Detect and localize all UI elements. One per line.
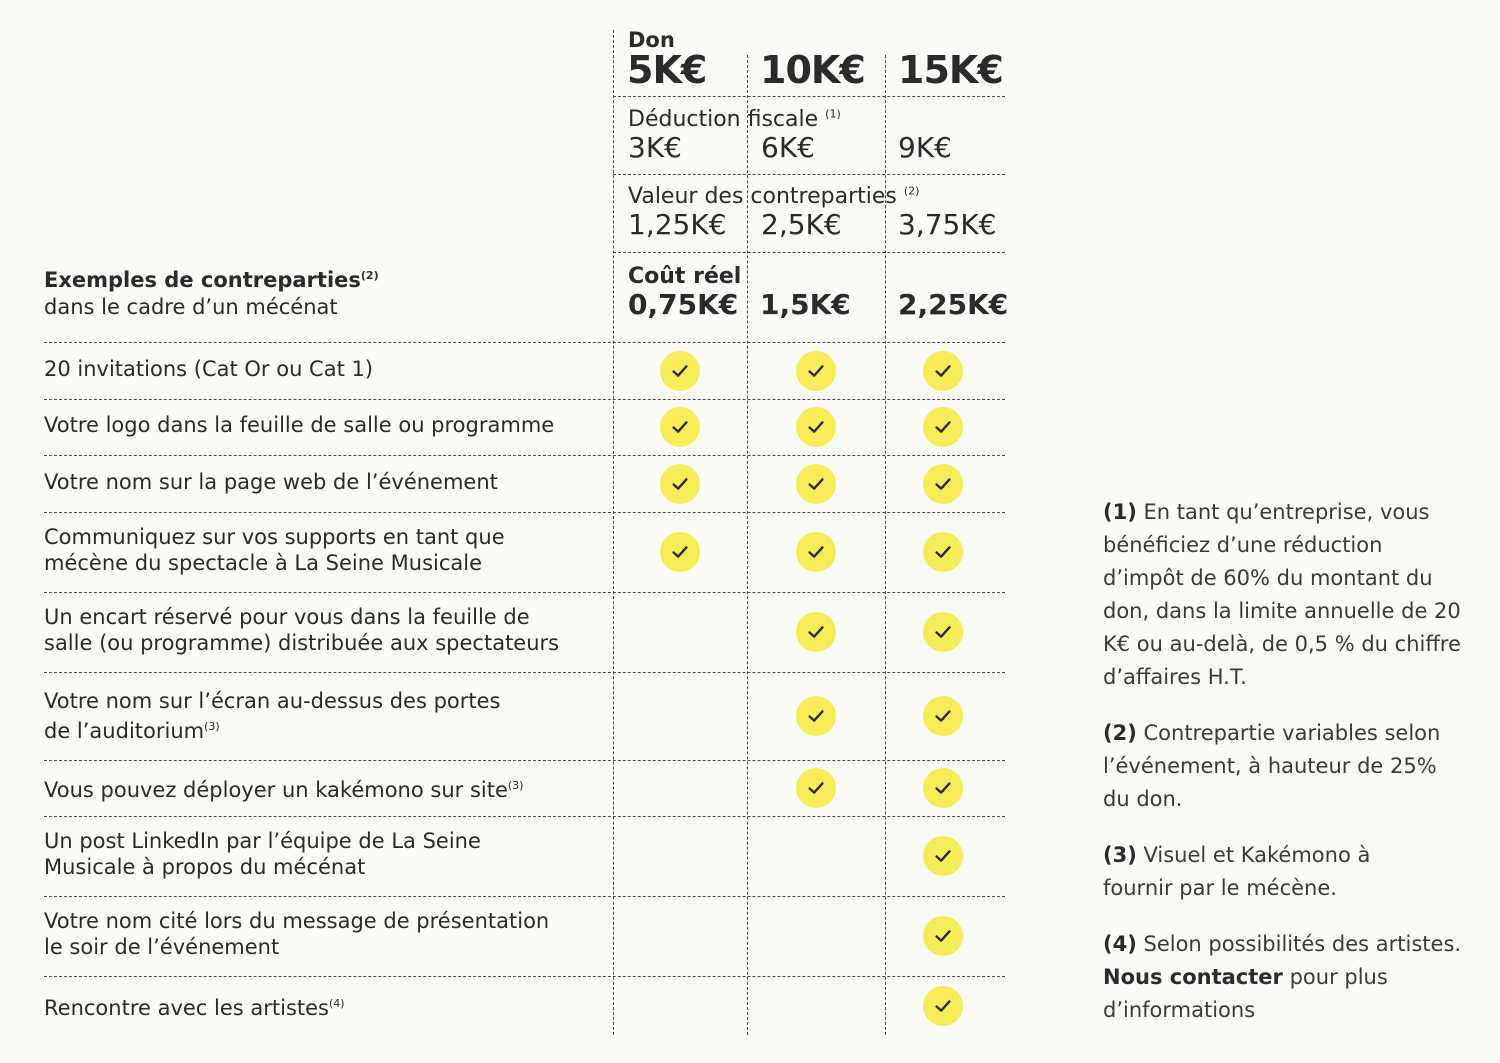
row-separator bbox=[44, 896, 1005, 897]
amount-5k: 5K€ bbox=[627, 48, 707, 92]
footnote-4: (4) Selon possibilités des artistes. Nous contacter pour plus d’informations bbox=[1103, 932, 1462, 1022]
footnote-2: (2) Contrepartie variables selon l’événement, à hauteur de 25% du don. bbox=[1103, 721, 1441, 811]
deduction-value: 6K€ bbox=[761, 131, 815, 164]
check-icon bbox=[796, 612, 836, 652]
row-label-wrap bbox=[44, 714, 500, 744]
check-icon bbox=[923, 836, 963, 876]
header-separator bbox=[613, 174, 1005, 175]
amount-15k: 15K€ bbox=[898, 48, 1003, 92]
row-label bbox=[44, 412, 554, 438]
row-label-line: Un encart réservé pour vous dans la feuille de bbox=[44, 605, 530, 629]
row-label-line: Rencontre avec les artistes bbox=[44, 995, 329, 1020]
row-label bbox=[44, 773, 523, 803]
row-label bbox=[44, 524, 505, 576]
row-label bbox=[44, 469, 498, 495]
check-icon bbox=[923, 612, 963, 652]
row-label-line: Votre nom sur la page web de l’événement bbox=[44, 469, 498, 494]
check-icon bbox=[923, 464, 963, 504]
row-label-line: Musicale à propos du mécénat bbox=[44, 855, 366, 879]
valeur-value: 3,75K€ bbox=[898, 208, 997, 241]
row-label-wrap bbox=[44, 991, 345, 1021]
deduction-value: 9K€ bbox=[898, 131, 952, 164]
check-icon bbox=[796, 768, 836, 808]
row-label-line: Un post LinkedIn par l’équipe de La Seine bbox=[44, 829, 481, 853]
header-separator bbox=[613, 96, 1005, 97]
valeur-label: Valeur des contreparties $^{(2)}$ bbox=[628, 184, 920, 209]
don-label: Don bbox=[628, 28, 675, 52]
row-label-line: Votre logo dans la feuille de salle ou programme bbox=[44, 413, 555, 437]
cout-label: Coût réel bbox=[628, 264, 742, 289]
row-label-line: Votre nom cité lors du message de présentation bbox=[44, 909, 550, 933]
valeur-value: 2,5K€ bbox=[761, 208, 842, 241]
row-separator bbox=[44, 760, 1005, 761]
footnote-1: (1) En tant qu’entreprise, vous bénéficiez d’une réduction d’impôt de 60% du montant du don, dans la limite annuelle de 20 K€ ou au-delà, de 0,5 % du chiffre d’affaires H.T. bbox=[1103, 500, 1461, 689]
row-label-line: mécène du spectacle à La Seine Musicale bbox=[44, 551, 483, 575]
examples-subtitle: dans le cadre d’un mécénat bbox=[44, 295, 338, 319]
deduction-value: 3K€ bbox=[628, 131, 682, 164]
row-label-line: Votre nom sur l’écran au-dessus des portes bbox=[44, 689, 501, 713]
row-label-line: de l’auditorium bbox=[44, 719, 205, 743]
footnote-ref: (4) bbox=[329, 996, 345, 1010]
row-label bbox=[44, 356, 373, 382]
row-separator bbox=[44, 512, 1005, 513]
check-icon bbox=[923, 696, 963, 736]
valeur-value: 1,25K€ bbox=[628, 208, 727, 241]
check-icon bbox=[796, 351, 836, 391]
row-separator bbox=[44, 399, 1005, 400]
row-separator bbox=[44, 592, 1005, 593]
check-icon bbox=[796, 407, 836, 447]
row-separator bbox=[44, 455, 1005, 456]
deduction-label: Déduction fiscale $^{(1)}$ bbox=[628, 107, 841, 132]
row-label bbox=[44, 828, 481, 880]
check-icon bbox=[796, 532, 836, 572]
row-separator bbox=[44, 342, 1005, 343]
check-icon bbox=[923, 768, 963, 808]
row-label-line: Vous pouvez déployer un kakémono sur site bbox=[44, 778, 508, 802]
row-label-line: le soir de l’événement bbox=[44, 935, 280, 959]
cout-value: 2,25K€ bbox=[898, 288, 1009, 321]
amount-10k: 10K€ bbox=[760, 48, 865, 92]
examples-title: Exemples de contreparties$^{(2)}$ bbox=[44, 268, 379, 292]
cout-value: 0,75K€ bbox=[628, 288, 739, 321]
check-icon bbox=[796, 464, 836, 504]
check-icon bbox=[660, 532, 700, 572]
check-icon bbox=[796, 696, 836, 736]
row-separator bbox=[44, 816, 1005, 817]
row-separator bbox=[44, 672, 1005, 673]
check-icon bbox=[660, 407, 700, 447]
row-label-wrap bbox=[44, 773, 523, 803]
cout-value: 1,5K€ bbox=[760, 288, 851, 321]
check-icon bbox=[923, 532, 963, 572]
check-icon bbox=[660, 351, 700, 391]
header-separator bbox=[613, 252, 1005, 253]
check-icon bbox=[923, 986, 963, 1026]
footnote-ref: (3) bbox=[507, 779, 524, 792]
footnote-ref: (3) bbox=[204, 720, 220, 733]
row-label-line: salle (ou programme) distribuée aux spectateurs bbox=[44, 631, 560, 655]
check-icon bbox=[923, 407, 963, 447]
column-separator-1 bbox=[613, 30, 614, 1035]
footnote-3: (3) Visuel et Kakémono à fournir par le mécène. bbox=[1103, 843, 1371, 900]
row-label bbox=[44, 688, 500, 744]
row-label bbox=[44, 604, 559, 656]
check-icon bbox=[923, 351, 963, 391]
row-label-line: 20 invitations (Cat Or ou Cat 1) bbox=[44, 356, 374, 381]
row-separator bbox=[44, 976, 1005, 977]
row-label-line: Communiquez sur vos supports en tant que bbox=[44, 525, 505, 549]
row-label bbox=[44, 991, 345, 1021]
check-icon bbox=[923, 916, 963, 956]
check-icon bbox=[660, 464, 700, 504]
row-label bbox=[44, 908, 549, 960]
